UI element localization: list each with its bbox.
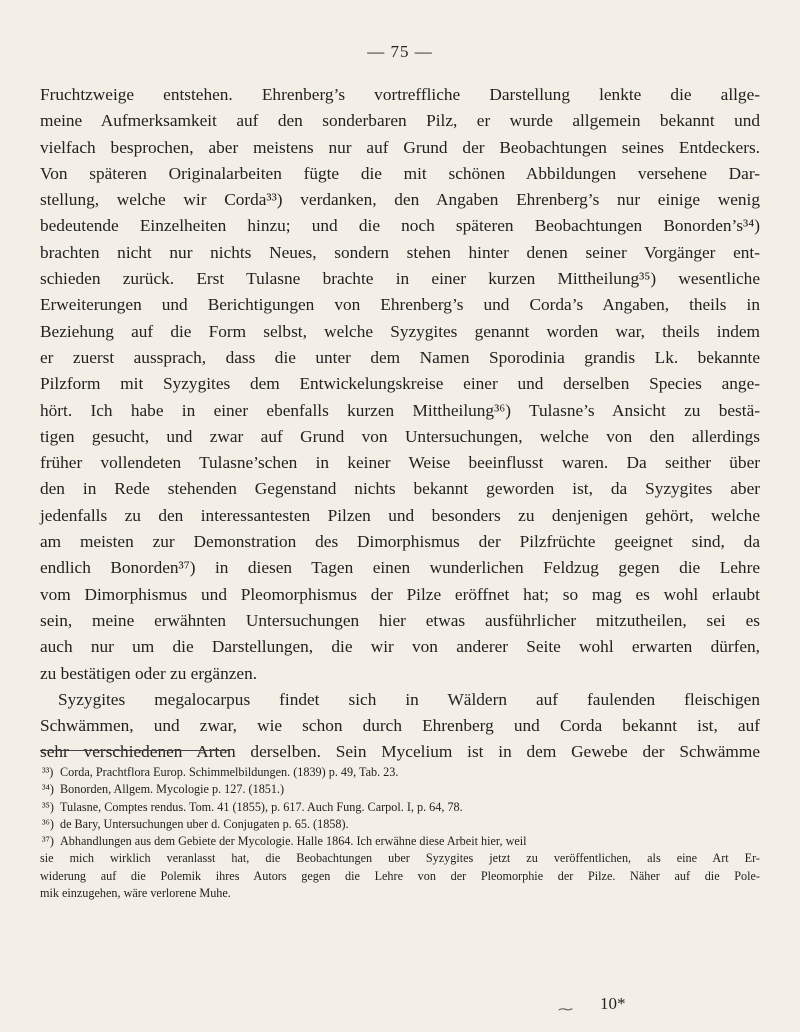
footnotes (40, 764, 760, 902)
text-line-13: hört. Ich habe in einer ebenfalls kurzen Mittheilung³⁶) Tulasne’s Ansicht zu bestä- (40, 400, 760, 420)
footnote-35 (40, 799, 760, 816)
signature-mark: ⁓ (558, 1002, 573, 1018)
text-line-7: brachten nicht nur nichts Neues, sondern stehen hinter denen seiner Vorgänger ent- (40, 242, 760, 262)
text-line-8: schieden zurück. Erst Tulasne brachte in einer kurzen Mittheilung³⁵) wesentliche (40, 269, 760, 289)
footnote-37-continuation-3: mik einzugehen, wäre verlorene Muhe. (40, 886, 231, 901)
footnote-37-continuation-1: sie mich wirklich veranlasst hat, die Beobachtungen uber Syzygites jetzt zu veröffentlichen, als eine Art Er- (40, 851, 760, 866)
text-line-16: den in Rede stehenden Gegenstand nichts bekannt geworden ist, da Syzygites aber (40, 479, 760, 499)
footnote-37 (40, 833, 760, 850)
footnote-marker: ³³) (42, 765, 54, 779)
footnote-text: Bonorden, Allgem. Mycologie p. 127. (1851.) (60, 782, 285, 797)
footnote-34 (40, 781, 760, 798)
footnote-text: Corda, Prachtflora Europ. Schimmelbildungen. (1839) p. 49, Tab. 23. (60, 765, 399, 779)
footnote-37-continuation-2: widerung auf die Polemik ihres Autors gegen die Lehre von der Pleomorphie der Pilze. Näher auf die Pole- (40, 868, 760, 883)
text-line-1: Fruchtzweige entstehen. Ehrenberg’s vortreffliche Darstellung lenkte die allge- (40, 85, 760, 104)
footnote-marker: ³⁴) (42, 782, 54, 797)
text-line-15: früher vollendeten Tulasne’schen in keiner Weise beeinflusst waren. Da seither über (40, 453, 760, 473)
text-line-24: Syzygites megalocarpus findet sich in Wäldern auf faulenden fleischigen (58, 689, 760, 709)
signature-number: 10* (600, 994, 626, 1013)
text-line-5: stellung, welche wir Corda³³) verdanken, den Angaben Ehrenberg’s nur einige wenig (40, 190, 760, 210)
footnote-marker: ³⁶) (42, 816, 54, 831)
footnote-36 (40, 816, 760, 833)
text-line-4: Von späteren Originalarbeiten fügte die mit schönen Abbildungen versehene Dar- (40, 163, 760, 183)
footnote-marker: ³⁵) (42, 799, 54, 814)
text-line-23: zu bestätigen oder zu ergänzen. (40, 663, 258, 683)
page-number: — 75 — (367, 42, 433, 61)
text-line-19: endlich Bonorden³⁷) in diesen Tagen einen wunderlichen Feldzug gegen die Lehre (40, 558, 760, 578)
footnote-text: Abhandlungen aus dem Gebiete der Mycologie. Halle 1864. Ich erwähne diese Arbeit hier, weil (60, 834, 527, 849)
body-text (40, 82, 760, 766)
text-line-6: bedeutende Einzelheiten hinzu; und die noch späteren Beobachtungen Bonorden’s³⁴) (40, 216, 760, 236)
footnote-divider (40, 750, 230, 751)
footnote-text: Tulasne, Comptes rendus. Tom. 41 (1855), p. 617. Auch Fung. Carpol. I, p. 64, 78. (60, 799, 463, 814)
text-line-12: Pilzform mit Syzygites dem Entwickelungskreise einer und derselben Species ange- (40, 374, 760, 394)
text-line-18: am meisten zur Demonstration des Dimorphismus der Pilzfrüchte geeignet sind, da (40, 532, 760, 552)
text-line-22: auch nur um die Darstellungen, die wir von anderer Seite wohl erwarten dürfen, (40, 637, 760, 657)
text-line-25: Schwämmen, und zwar, wie schon durch Ehrenberg und Corda bekannt ist, auf (40, 716, 760, 736)
footnote-text: de Bary, Untersuchungen uber d. Conjugaten p. 65. (1858). (60, 816, 349, 831)
text-line-3: vielfach besprochen, aber meistens nur auf Grund der Beobachtungen seines Entdeckers. (40, 137, 760, 157)
text-line-10: Beziehung auf die Form selbst, welche Syzygites genannt worden war, theils indem (40, 321, 760, 341)
text-line-21: sein, meine erwähnten Untersuchungen hier etwas ausführlicher mitzutheilen, sei es (40, 610, 760, 630)
text-line-20: vom Dimorphismus und Pleomorphismus der Pilze eröffnet hat; so mag es wohl erlaubt (40, 584, 760, 604)
text-line-26: sehr verschiedenen Arten derselben. Sein Mycelium ist in dem Gewebe der Schwämme (40, 742, 760, 762)
text-line-9: Erweiterungen und Berichtigungen von Ehrenberg’s und Corda’s Angaben, theils in (40, 295, 760, 315)
text-line-17: jedenfalls zu den interessantesten Pilzen und besonders zu denjenigen gehört, welche (40, 505, 760, 525)
text-line-11: er zuerst aussprach, dass die unter dem Namen Sporodinia grandis Lk. bekannte (40, 347, 760, 367)
footnote-marker: ³⁷) (42, 834, 54, 849)
footnote-33 (40, 764, 760, 781)
text-line-14: tigen gesucht, und zwar auf Grund von Untersuchungen, welche von den allerdings (40, 426, 760, 446)
text-line-2: meine Aufmerksamkeit auf den sonderbaren Pilz, er wurde allgemein bekannt und (40, 111, 760, 131)
